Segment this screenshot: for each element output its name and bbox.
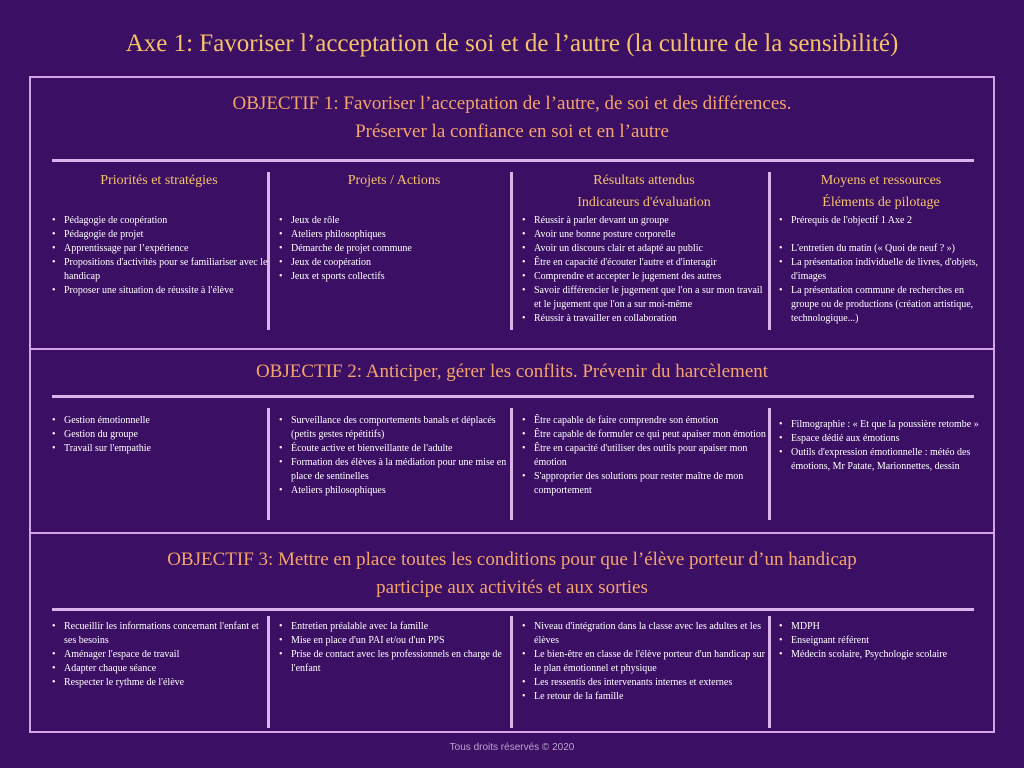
list-item: • Surveillance des comportements banals et déplacés (petits gestes répétitifs) <box>276 414 512 442</box>
objective-3-title <box>31 546 993 602</box>
list-item: • Travail sur l'empathie <box>49 442 269 456</box>
results-column <box>519 170 769 326</box>
list-item: • Réussir à parler devant un groupe <box>519 214 769 228</box>
divider <box>52 395 974 398</box>
objective-3-title-line-2: participe aux activités et aux sorties <box>376 577 648 598</box>
list-item: • Adapter chaque séance <box>49 662 269 676</box>
list-item: • Jeux de coopération <box>276 256 512 270</box>
results-header-line-1: Résultats attendus <box>593 173 695 188</box>
actions-list <box>276 620 512 676</box>
page-title: Axe 1: Favoriser l’acceptation de soi et de l’autre (la culture de la sensibilité) <box>125 30 899 57</box>
priorities-column <box>49 620 269 690</box>
objective-2-section <box>31 348 993 532</box>
list-item: • Outils d'expression émotionnelle : météo des émotions, Mr Patate, Marionnettes, dessin <box>776 446 986 474</box>
list-item: • La présentation individuelle de livres, d'objets, d'images <box>776 256 986 284</box>
resources-list <box>776 214 986 326</box>
actions-column <box>276 620 512 676</box>
actions-column <box>276 414 512 498</box>
results-column <box>519 414 769 498</box>
column-divider <box>267 616 270 728</box>
results-header-line-2: Indicateurs d'évaluation <box>577 195 711 210</box>
list-item: • Proposer une situation de réussite à l'élève <box>49 284 269 298</box>
list-item: • Savoir différencier le jugement que l'on a sur mon travail et le jugement que l'on a sur moi-même <box>519 284 769 312</box>
list-item <box>776 228 986 242</box>
objective-2-title-line-1: OBJECTIF 2: Anticiper, gérer les conflits. Prévenir du harcèlement <box>255 361 769 382</box>
resources-column <box>776 170 986 326</box>
objective-1-title-line-2: Préserver la confiance en soi et en l’autre <box>355 121 669 142</box>
column-divider <box>510 408 513 520</box>
resources-column <box>776 620 986 662</box>
list-item: • Formation des élèves à la médiation pour une mise en place de sentinelles <box>276 456 512 484</box>
list-item: • Réussir à travailler en collaboration <box>519 312 769 326</box>
list-item: • Recueillir les informations concernant l'enfant et ses besoins <box>49 620 269 648</box>
results-list <box>519 620 769 704</box>
actions-list <box>276 414 512 498</box>
actions-header <box>276 170 512 214</box>
priorities-column <box>49 414 269 456</box>
list-item: • Le retour de la famille <box>519 690 769 704</box>
resources-list <box>776 418 986 474</box>
list-item: • Médecin scolaire, Psychologie scolaire <box>776 648 986 662</box>
objective-3-title-line-1: OBJECTIF 3: Mettre en place toutes les conditions pour que l’élève porteur d’un handicap <box>167 549 857 570</box>
list-item: • Démarche de projet commune <box>276 242 512 256</box>
list-item: • Ateliers philosophiques <box>276 484 512 498</box>
list-item: • Être capable de faire comprendre son émotion <box>519 414 769 428</box>
resources-header-line-2: Éléments de pilotage <box>822 195 940 210</box>
objective-2-title <box>31 358 993 386</box>
list-item: • Gestion émotionnelle <box>49 414 269 428</box>
column-divider <box>768 616 771 728</box>
list-item: • Avoir un discours clair et adapté au public <box>519 242 769 256</box>
objective-1-section <box>31 78 993 348</box>
list-item: • Pédagogie de coopération <box>49 214 269 228</box>
priorities-list <box>49 620 269 690</box>
column-divider <box>267 408 270 520</box>
resources-header <box>776 170 986 214</box>
resources-list <box>776 620 986 662</box>
actions-list <box>276 214 512 284</box>
actions-column <box>276 170 512 284</box>
copyright-footer: Tous droits réservés © 2020 <box>449 742 575 753</box>
column-divider <box>768 172 771 330</box>
list-item: • Filmographie : « Et que la poussière retombe » <box>776 418 986 432</box>
list-item: • Prérequis de l'objectif 1 Axe 2 <box>776 214 986 228</box>
list-item: • Apprentissage par l’expérience <box>49 242 269 256</box>
objective-1-title-line-1: OBJECTIF 1: Favoriser l’acceptation de l’autre, de soi et des différences. <box>232 93 792 114</box>
priorities-column <box>49 170 269 298</box>
priorities-list <box>49 214 269 298</box>
list-item: • L'entretien du matin (« Quoi de neuf ? ») <box>776 242 986 256</box>
list-item: • Jeux et sports collectifs <box>276 270 512 284</box>
list-item: • Espace dédié aux émotions <box>776 432 986 446</box>
list-item: • Le bien-être en classe de l'élève porteur d'un handicap sur le plan émotionnel et physique <box>519 648 769 676</box>
list-item: • Entretien préalable avec la famille <box>276 620 512 634</box>
priorities-header-text: Priorités et stratégies <box>100 173 218 188</box>
results-list <box>519 214 769 326</box>
list-item: • Respecter le rythme de l'élève <box>49 676 269 690</box>
list-item: • Comprendre et accepter le jugement des autres <box>519 270 769 284</box>
results-column <box>519 620 769 704</box>
column-divider <box>510 616 513 728</box>
list-item: • Avoir une bonne posture corporelle <box>519 228 769 242</box>
column-divider <box>510 172 513 330</box>
axis-table <box>29 76 995 733</box>
list-item: • Être en capacité d'utiliser des outils pour apaiser mon émotion <box>519 442 769 470</box>
list-item: • Pédagogie de projet <box>49 228 269 242</box>
divider <box>52 608 974 611</box>
list-item: • Les ressentis des intervenants internes et externes <box>519 676 769 690</box>
priorities-header <box>49 170 269 214</box>
resources-column <box>776 418 986 474</box>
list-item: • Enseignant référent <box>776 634 986 648</box>
list-item: • Propositions d'activités pour se familiariser avec le handicap <box>49 256 269 284</box>
list-item: • Gestion du groupe <box>49 428 269 442</box>
column-divider <box>267 172 270 330</box>
objective-1-title <box>31 90 993 146</box>
results-header <box>519 170 769 214</box>
list-item: • Ateliers philosophiques <box>276 228 512 242</box>
list-item: • Prise de contact avec les professionnels en charge de l'enfant <box>276 648 512 676</box>
divider <box>52 159 974 162</box>
list-item: • Écoute active et bienveillante de l'adulte <box>276 442 512 456</box>
list-item: • Jeux de rôle <box>276 214 512 228</box>
resources-header-line-1: Moyens et ressources <box>820 173 942 188</box>
column-divider <box>768 408 771 520</box>
list-item: • S'approprier des solutions pour rester maître de mon comportement <box>519 470 769 498</box>
list-item: • MDPH <box>776 620 986 634</box>
results-list <box>519 414 769 498</box>
priorities-list <box>49 414 269 456</box>
list-item: • Être en capacité d'écouter l'autre et d'interagir <box>519 256 769 270</box>
list-item: • Mise en place d'un PAI et/ou d'un PPS <box>276 634 512 648</box>
list-item: • Niveau d'intégration dans la classe avec les adultes et les élèves <box>519 620 769 648</box>
objective-3-section <box>31 532 993 731</box>
list-item: • La présentation commune de recherches en groupe ou de productions (création artistique, technologique...) <box>776 284 986 326</box>
list-item: • Être capable de formuler ce qui peut apaiser mon émotion <box>519 428 769 442</box>
actions-header-text: Projets / Actions <box>347 173 441 188</box>
list-item: • Aménager l'espace de travail <box>49 648 269 662</box>
